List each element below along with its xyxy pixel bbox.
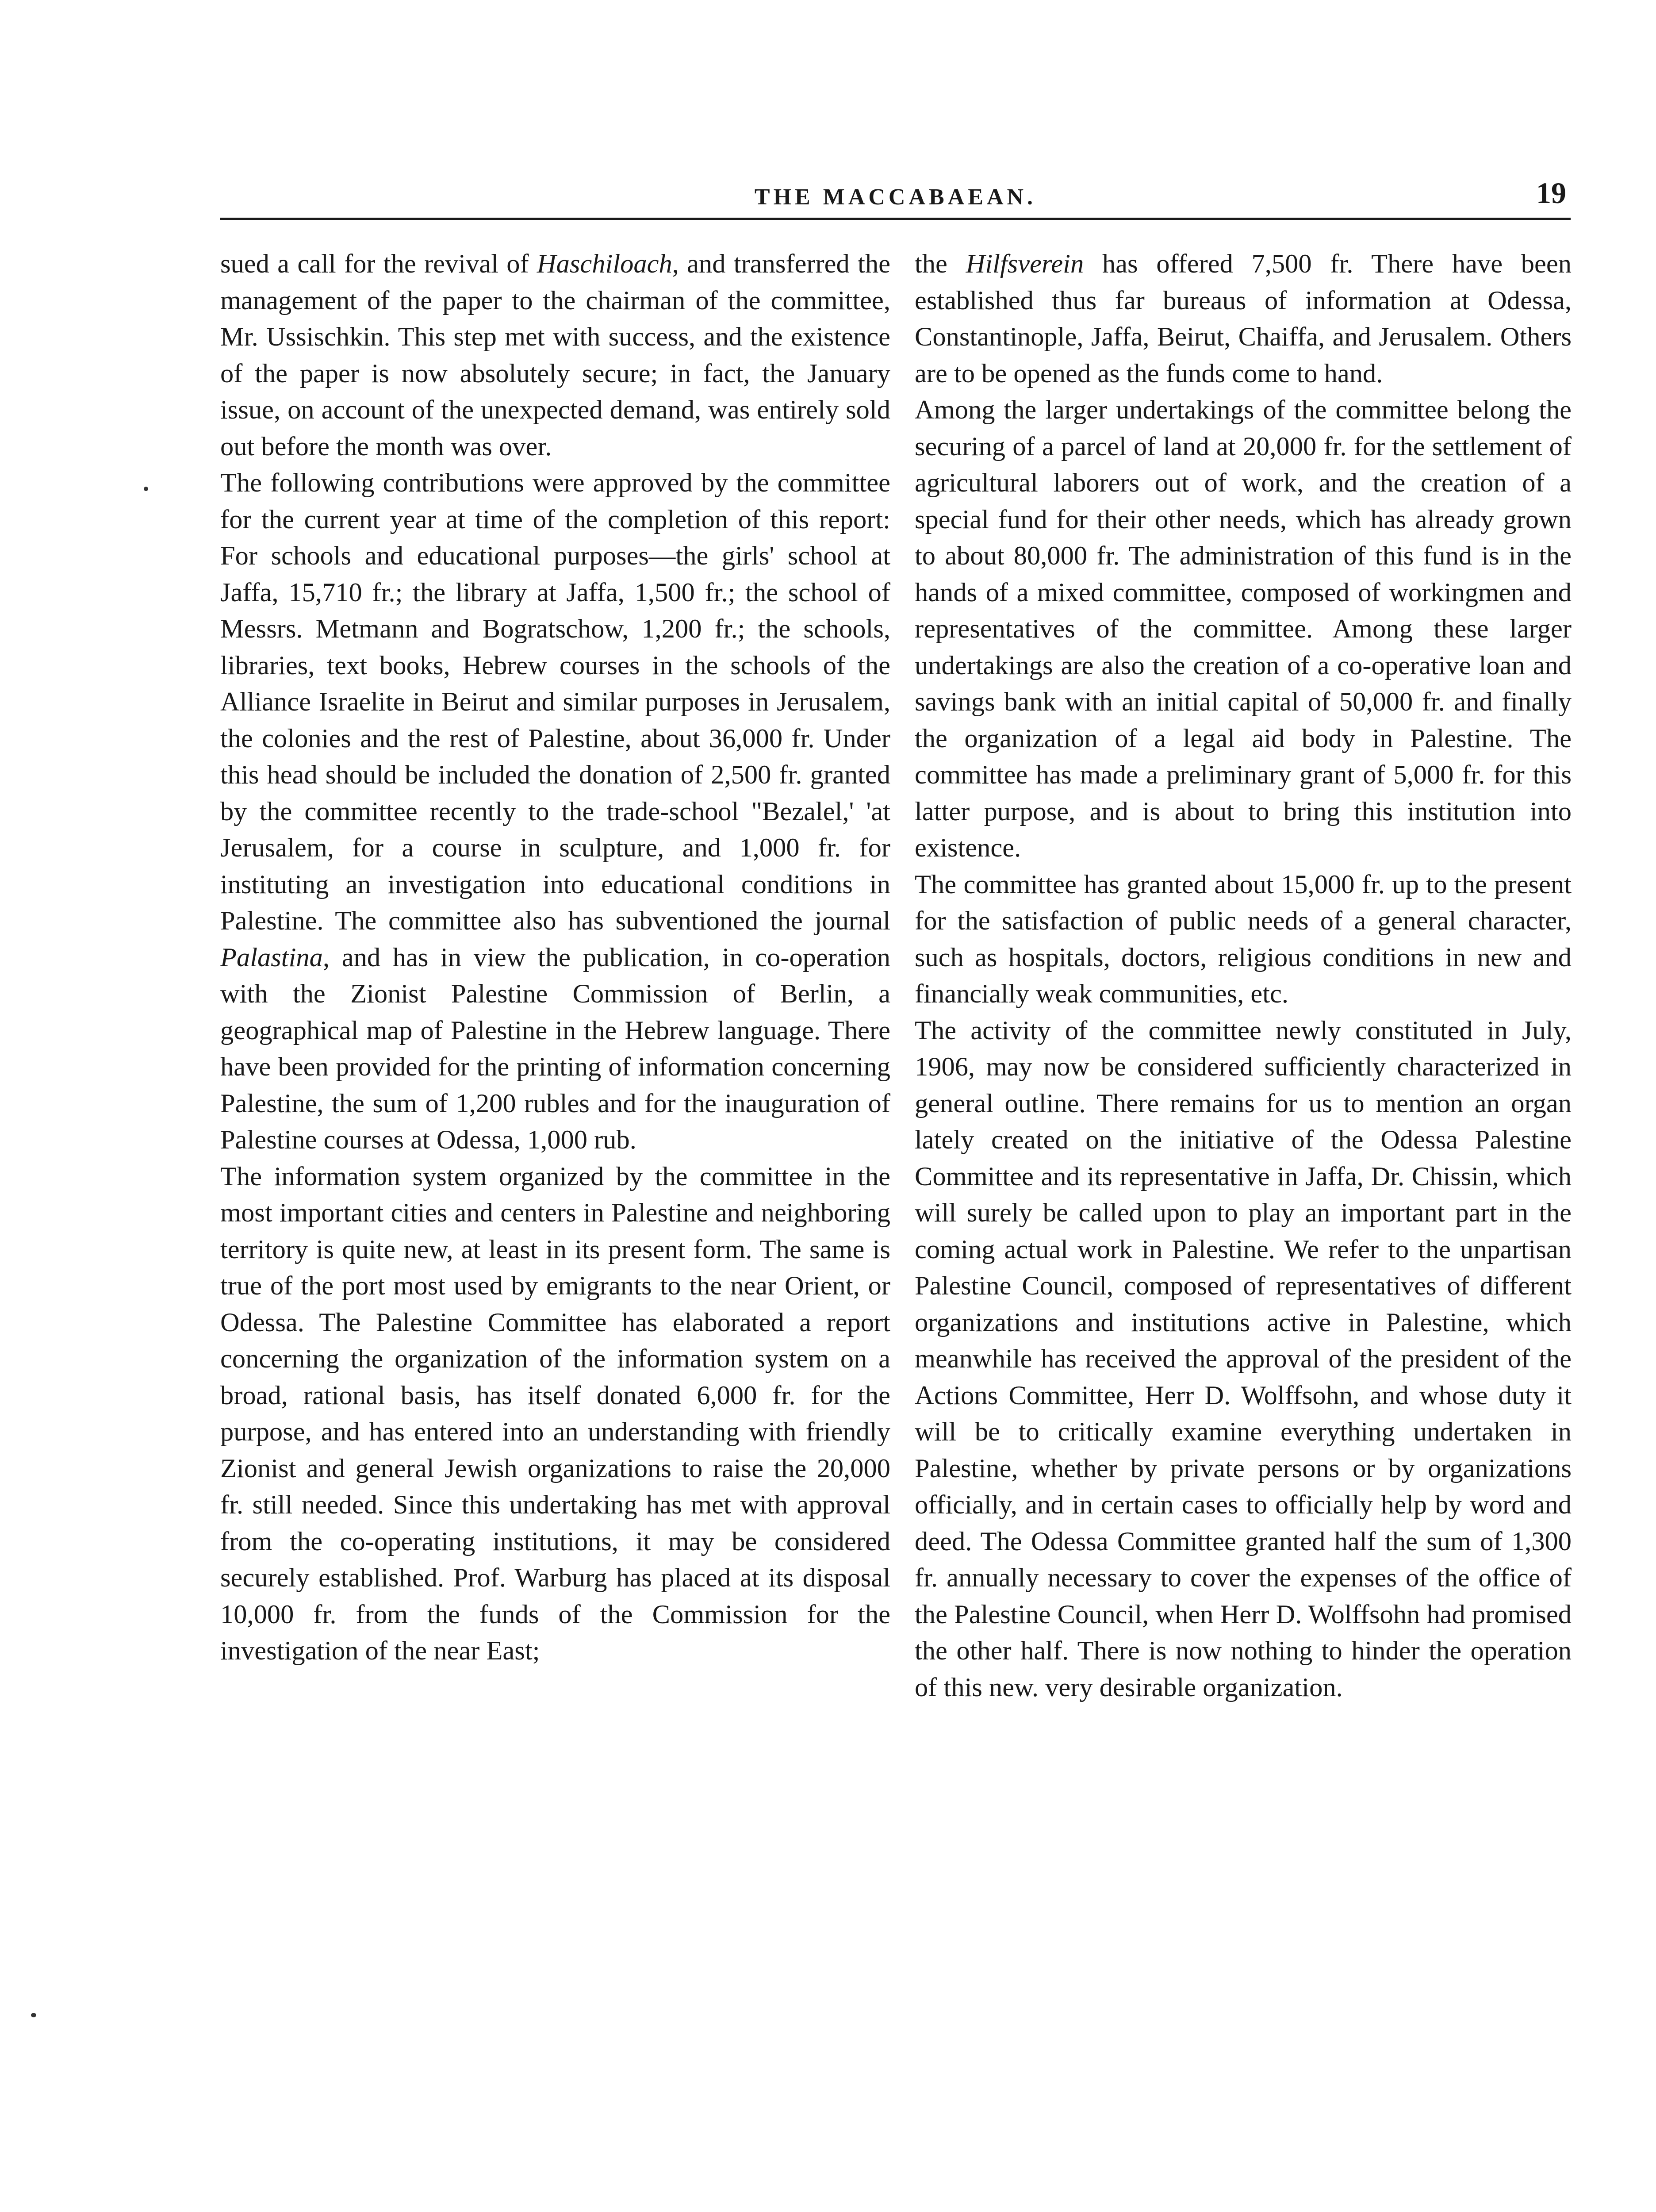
- page-number: 19: [1536, 176, 1566, 210]
- right-column: [915, 246, 1572, 1706]
- paragraph: The information system organized by the committee in the most important cities and centers in Palestine and neighboring territory is quite new, at least in its present form. The same is true of the port most used by emigrants to the near Orient, or Odessa. The Palestine Committee has elaborated a report concerning the organization of the information system on a broad, rational basis, has itself donated 6,000 fr. for the purpose, and has entered into an understanding with friendly Zionist and general Jewish organizations to raise the 20,000 fr. still needed. Since this undertaking has met with approval from the co-operating institutions, it may be considered securely established. Prof. Warburg has placed at its disposal 10,000 fr. from the funds of the Commission for the investigation of the near East;: [220, 1161, 890, 1666]
- paragraph: The following contributions were approved by the committee for the current year at time of the completion of this report: For schools and educational purposes—the girls' school at Jaffa, 15,710 fr.; the library at Jaffa, 1,500 fr.; the school of Messrs. Metmann and Bogratschow, 1,200 fr.; the schools, libraries, text books, Hebrew courses in the schools of the Alliance Israelite in Beirut and similar purposes in Jerusalem, the colonies and the rest of Palestine, about 36,000 fr. Under this head should be included the donation of 2,500 fr. granted by the committee recently to the trade-school "Bezalel,' 'at Jerusalem, for a course in sculpture, and 1,000 fr. for instituting an investigation into educational conditions in Palestine. The committee also has subventioned the journal Palastina, and has in view the publication, in co-operation with the Zionist Palestine Commission of Berlin, a geographical map of Palestine in the Hebrew language. There have been provided for the printing of information concerning Palestine, the sum of 1,200 rubles and for the inauguration of Palestine courses at Odessa, 1,000 rub.: [220, 468, 890, 1155]
- scan-speck: [31, 2013, 36, 2017]
- running-title: THE MACCABAEAN.: [754, 184, 1037, 210]
- page-header: [220, 176, 1571, 224]
- paragraph: The committee has granted about 15,000 fr. up to the present for the satisfaction of public needs of a general character, such as hospitals, doctors, religious conditions in new and financially weak communities, etc.: [915, 869, 1572, 1009]
- header-rule: [220, 218, 1571, 220]
- paragraph: the Hilfsverein has offered 7,500 fr. There have been established thus far bureaus of information at Odessa, Constantinople, Jaffa, Beirut, Chaiffa, and Jerusalem. Others are to be opened as the funds come to hand.: [915, 249, 1572, 388]
- paragraph: Among the larger undertakings of the committee belong the securing of a parcel of land at 20,000 fr. for the settlement of agricultural laborers out of work, and the creation of a special fund for their other needs, which has already grown to about 80,000 fr. The administration of this fund is in the hands of a mixed committee, composed of workingmen and representatives of the committee. Among these larger undertakings are also the creation of a co-operative loan and savings bank with an initial capital of 50,000 fr. and finally the organization of a legal aid body in Palestine. The committee has made a preliminary grant of 5,000 fr. for this latter purpose, and is about to bring this institution into existence.: [915, 395, 1572, 863]
- paragraph: The activity of the committee newly constituted in July, 1906, may now be considered sufficiently characterized in general outline. There remains for us to mention an organ lately created on the initiative of the Odessa Palestine Committee and its representative in Jaffa, Dr. Chissin, which will surely be called upon to play an important part in the coming actual work in Palestine. We refer to the unpartisan Palestine Council, composed of representatives of different organizations and institutions active in Palestine, which meanwhile has received the approval of the president of the Actions Committee, Herr D. Wolffsohn, and whose duty it will be to critically examine everything undertaken in Palestine, whether by private persons or by organizations officially, and in certain cases to officially help by word and deed. The Odessa Committee granted half the sum of 1,300 fr. annually necessary to cover the expenses of the office of the Palestine Council, when Herr D. Wolffsohn had promised the other half. There is now nothing to hinder the operation of this new. very desirable organization.: [915, 1015, 1572, 1702]
- scan-speck: [144, 487, 148, 491]
- paragraph: sued a call for the revival of Haschiloach, and transferred the management of the paper to the chairman of the committee, Mr. Ussischkin. This step met with success, and the existence of the paper is now absolutely secure; in fact, the January issue, on account of the unexpected demand, was entirely sold out before the month was over.: [220, 249, 890, 461]
- left-column: [220, 246, 890, 1670]
